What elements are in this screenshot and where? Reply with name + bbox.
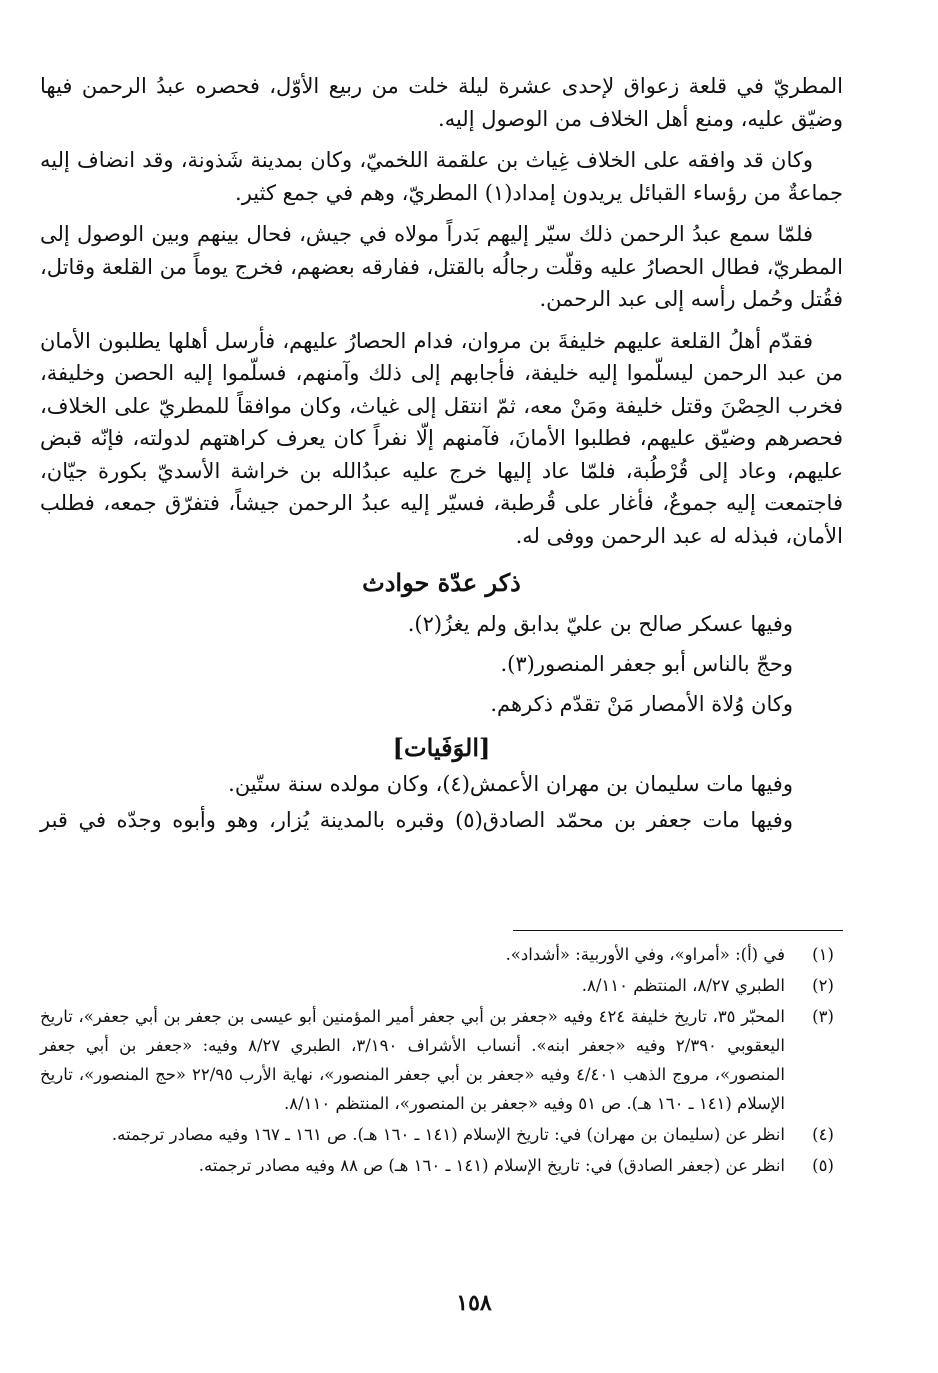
main-text (40, 70, 843, 838)
footnote-5 (40, 1151, 843, 1180)
footnote-text: في (أ): «أمراو»، وفي الأوربية: «أشداد». (505, 945, 785, 964)
footnote-text: المحبّر ٣٥، تاريخ خليفة ٤٢٤ وفيه «جعفر بن أبي جعفر أمير المؤمنين أبو عيسى بن جعفر بن أبي جعفر»، تاريخ اليعقوبي ٢/٣٩٠ وفيه «جعفر ابنه». أنساب الأشراف ٣/١٩٠، الطبري ٨/٢٧ وفيه: «جعفر بن أبي جعفر المنصور»، مروج الذهب ٤/٤٠١ وفيه «جعفر بن أبي جعفر المنصور»، نهاية الأرب ٢٢/٩٥ «حج المنصور»، تاريخ الإسلام (١٤١ ـ ١٦٠ هـ). ص ٥١ وفيه «جعفر بن المنصور»، المنتظم ٨/١١٠. (40, 1007, 785, 1113)
footnote-text: الطبري ٨/٢٧، المنتظم ٨/١١٠. (581, 976, 785, 995)
paragraph-4: فقدّم أهلُ القلعة عليهم خليفةَ بن مروان، فدام الحصارُ عليهم، فأرسل أهلها يطلبون الأمان من عبد الرحمن ليسلّموا إليه خليفة، فأجابهم إلى ذلك وآمنهم، فسلّموا إليه الحصن وخليفة، فخرب الحِصْنَ وقتل خليفة ومَنْ معه، ثمّ انتقل إلى غياث، وكان موافقاً للمطريّ على الخلاف، فحصرهم وضيّق عليهم، فطلبوا الأمانَ، فآمنهم إلّا نفراً كان يعرف كراهتهم لدولته، فإنّه قبض عليهم، وعاد إلى قُرْطُبة، فلمّا عاد إليها خرج عليه عبدُالله بن خراشة الأسديّ بكورة جيّان، فاجتمعت إليه جموعٌ، فأغار على قُرطبة، فسيّر إليه عبدُ الرحمن جيشاً، فتفرّق جمعه، فطلب الأمان، فبذله له عبد الرحمن ووفى له. (40, 328, 843, 548)
footnote-number: (٣) (812, 1007, 834, 1026)
footnote-text: انظر عن (جعفر الصادق) في: تاريخ الإسلام (١٤١ ـ ١٦٠ هـ) ص ٨٨ وفيه مصادر ترجمته. (198, 1156, 785, 1175)
footnote-divider (513, 930, 843, 931)
paragraph-3: فلمّا سمع عبدُ الرحمن ذلك سيّر إليهم بَدراً مولاه في جيش، فحال بينهم وبين الوصول إلى المطريّ، فطال الحصارُ عليه وقلّت رجالُه بالقتل، ففارقه بعضهم، فخرج يوماً من القلعة وقاتل، فقُتل وحُمل رأسه إلى عبد الرحمن. (40, 222, 843, 311)
footnotes (40, 940, 843, 1182)
event-line-3: وكان وُلاة الأمصار مَنْ تقدّم ذكرهم. (490, 692, 793, 716)
event-line-1: وفيها عسكر صالح بن عليّ بدابق ولم يغزُ(٢). (407, 612, 793, 636)
footnote-number: (٢) (812, 976, 834, 995)
footnote-4 (40, 1120, 843, 1149)
footnote-text: انظر عن (سليمان بن مهران) في: تاريخ الإسلام (١٤١ ـ ١٦٠ هـ). ص ١٦١ ـ ١٦٧ وفيه مصادر ترجمته. (111, 1125, 785, 1144)
footnote-number: (٥) (812, 1156, 834, 1175)
deaths-heading: [الوَفَيات] (392, 733, 491, 762)
footnote-2 (40, 971, 843, 1000)
page-number: ١٥٨ (456, 1290, 492, 1316)
footnote-number: (٤) (812, 1125, 834, 1144)
paragraph-2: وكان قد وافقه على الخلاف غِياث بن علقمة اللخميّ، وكان بمدينة شَذونة، وقد انضاف إليه جماعةٌ من رؤساء القبائل يريدون إمداد(١) المطريّ، وهم في جمع كثير. (40, 148, 843, 205)
death-line-2: وفيها مات جعفر بن محمّد الصادق(٥) وقبره بالمدينة يُزار، وهو وأبوه وجدّه في قبر (40, 808, 793, 832)
footnote-3 (40, 1002, 843, 1118)
death-line-1: وفيها مات سليمان بن مهران الأعمش(٤)، وكان مولده سنة ستّين. (228, 772, 793, 796)
footnote-1 (40, 940, 843, 969)
event-line-2: وحجّ بالناس أبو جعفر المنصور(٣). (500, 652, 793, 676)
section-heading: ذكر عدّة حوادث (362, 568, 521, 597)
paragraph-1: المطريّ في قلعة زعواق لإحدى عشرة ليلة خلت من ربيع الأوّل، فحصره عبدُ الرحمن فيها وضيّق عليه، ومنع أهل الخلاف من الوصول إليه. (40, 74, 843, 131)
footnote-number: (١) (812, 945, 834, 964)
